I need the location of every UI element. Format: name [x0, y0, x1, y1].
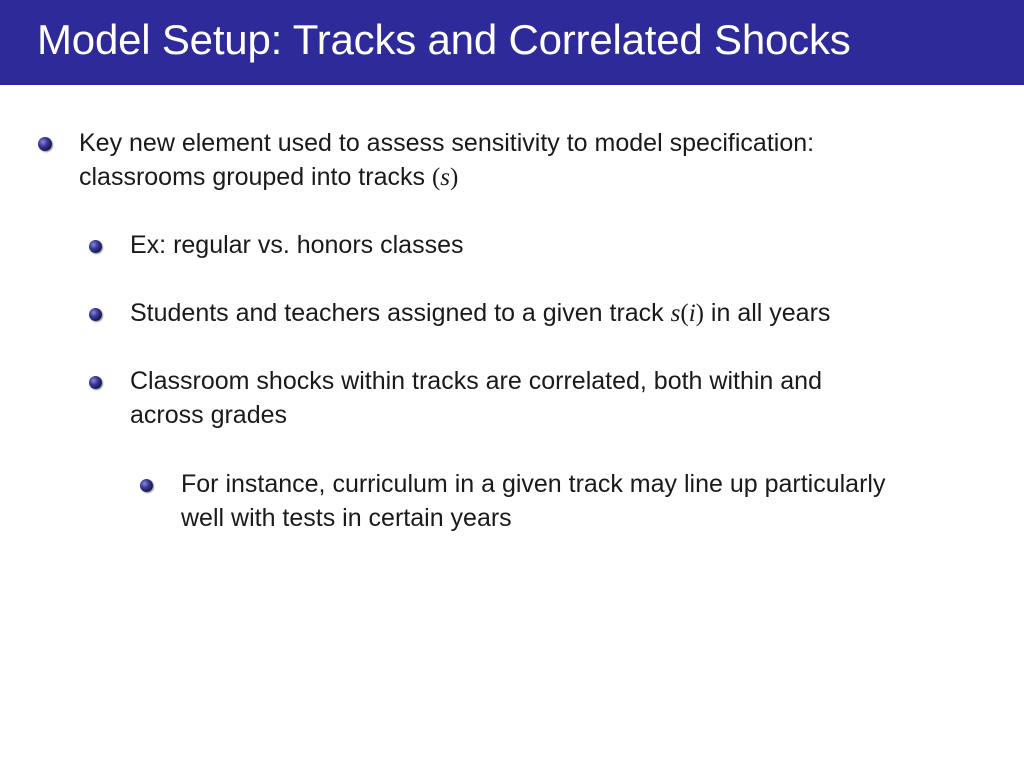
- bullet-line: Ex: regular vs. honors classes: [130, 231, 464, 259]
- math-var-s: s: [670, 300, 681, 327]
- bullet-line: well with tests in certain years: [181, 504, 512, 532]
- math-var-s: s: [440, 164, 450, 191]
- ball-bullet-icon: [89, 240, 102, 253]
- bullet-correlated-shocks: [130, 364, 1000, 432]
- bullet-text: Students and teachers assigned to a given track: [130, 299, 671, 327]
- math-paren: (: [431, 164, 441, 191]
- bullet-text: classrooms grouped into tracks: [79, 163, 432, 191]
- bullet-line: [130, 296, 1000, 331]
- bullet-line: Key new element used to assess sensitivity to model specification:: [79, 129, 815, 157]
- math-var-i: i: [688, 300, 696, 327]
- bullet-example: [130, 228, 1000, 262]
- bullet-line: Classroom shocks within tracks are correlated, both within and: [130, 367, 822, 395]
- math-paren: ): [695, 300, 704, 327]
- bullet-text: in all years: [703, 299, 831, 327]
- bullet-curriculum-example: [181, 467, 1011, 535]
- bullet-line: [79, 160, 999, 195]
- bullet-key-element: [79, 126, 999, 195]
- bullet-line: For instance, curriculum in a given track may line up particularly: [181, 470, 886, 498]
- ball-bullet-icon: [38, 137, 52, 151]
- math-paren: ): [450, 164, 459, 191]
- bullet-assignment: [130, 296, 1000, 331]
- math-paren: (: [680, 300, 689, 327]
- slide-title: Model Setup: Tracks and Correlated Shocks: [37, 16, 851, 63]
- ball-bullet-icon: [89, 308, 102, 321]
- bullet-line: across grades: [130, 401, 288, 429]
- ball-bullet-icon: [140, 479, 153, 492]
- ball-bullet-icon: [89, 376, 102, 389]
